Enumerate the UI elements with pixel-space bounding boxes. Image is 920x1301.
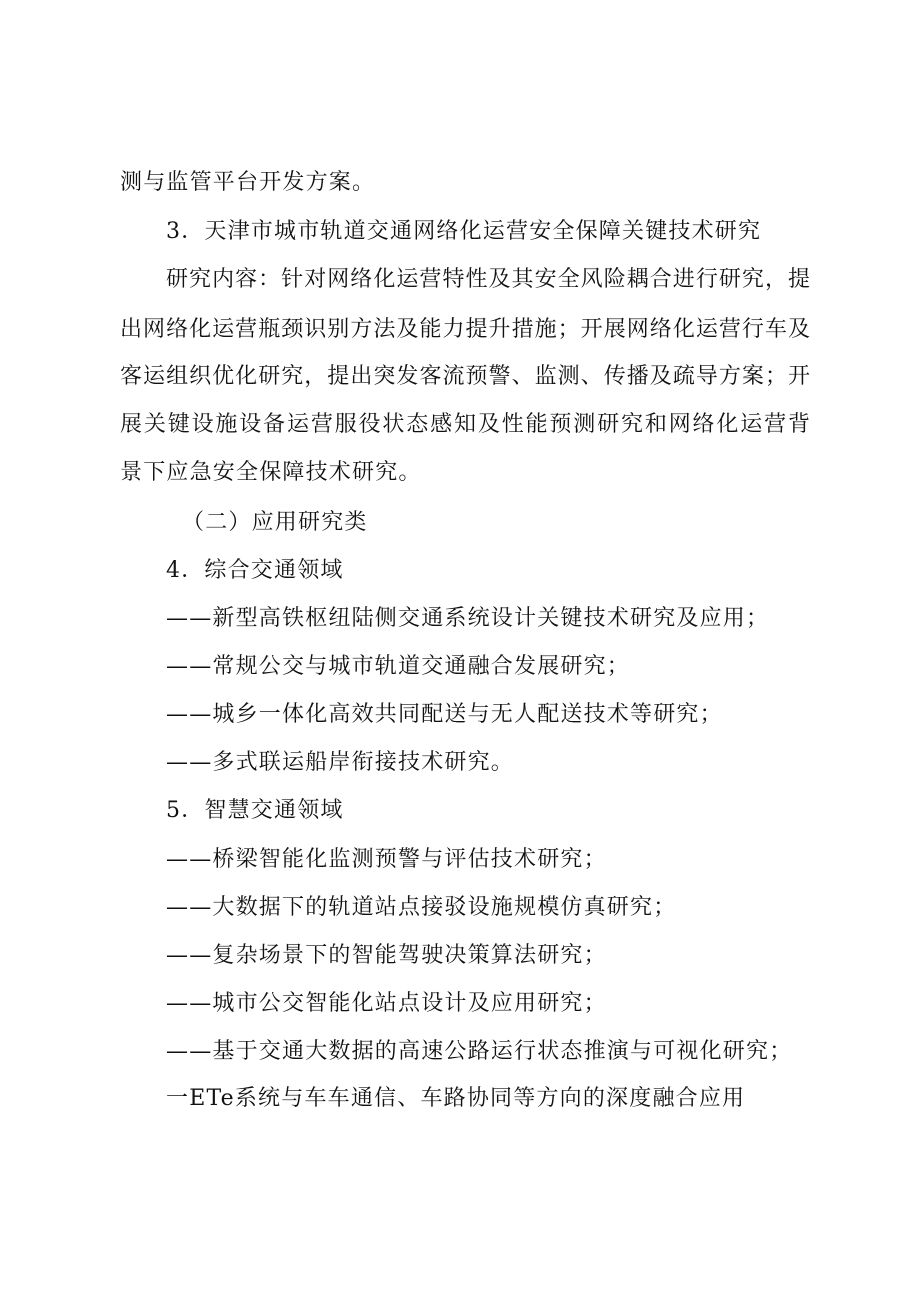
section-heading-5: 5．智慧交通领域 (166, 798, 344, 823)
list-item: ——新型高铁枢纽陆侧交通系统设计关键技术研究及应用； (166, 606, 770, 631)
section-heading-applied-research: （二）应用研究类 (182, 510, 368, 535)
section-heading-4: 4．综合交通领域 (166, 558, 344, 583)
list-item: ——大数据下的轨道站点接驳设施规模仿真研究； (166, 895, 677, 920)
list-item: ——桥梁智能化监测预警与评估技术研究； (166, 847, 607, 872)
list-item: 一ETe系统与车车通信、车路协同等方向的深度融合应用 (166, 1086, 746, 1111)
section-heading-3: 3．天津市城市轨道交通网络化运营安全保障关键技术研究 (166, 219, 762, 244)
paragraph-line-1: 测与监管平台开发方案。 (120, 170, 376, 195)
paragraph-line-5: 景下应急安全保障技术研究。 (120, 460, 422, 485)
list-item: ——基于交通大数据的高速公路运行状态推演与可视化研究； (166, 1039, 793, 1064)
list-item: ——城市公交智能化站点设计及应用研究； (166, 991, 607, 1016)
list-item: ——常规公交与城市轨道交通融合发展研究； (166, 654, 631, 679)
paragraph-line-3: 客运组织优化研究，提出突发客流预警、监测、传播及疏导方案；开 (120, 364, 810, 389)
paragraph-line-research-content: 研究内容：针对网络化运营特性及其安全风险耦合进行研究，提 (166, 267, 810, 292)
list-item: ——复杂场景下的智能驾驶决策算法研究； (166, 943, 607, 968)
list-item: ——城乡一体化高效共同配送与无人配送技术等研究； (166, 702, 723, 727)
paragraph-line-2: 出网络化运营瓶颈识别方法及能力提升措施；开展网络化运营行车及 (120, 317, 810, 342)
list-item: ——多式联运船岸衔接技术研究。 (166, 750, 515, 775)
paragraph-line-4: 展关键设施设备运营服役状态感知及性能预测研究和网络化运营背 (120, 412, 810, 437)
